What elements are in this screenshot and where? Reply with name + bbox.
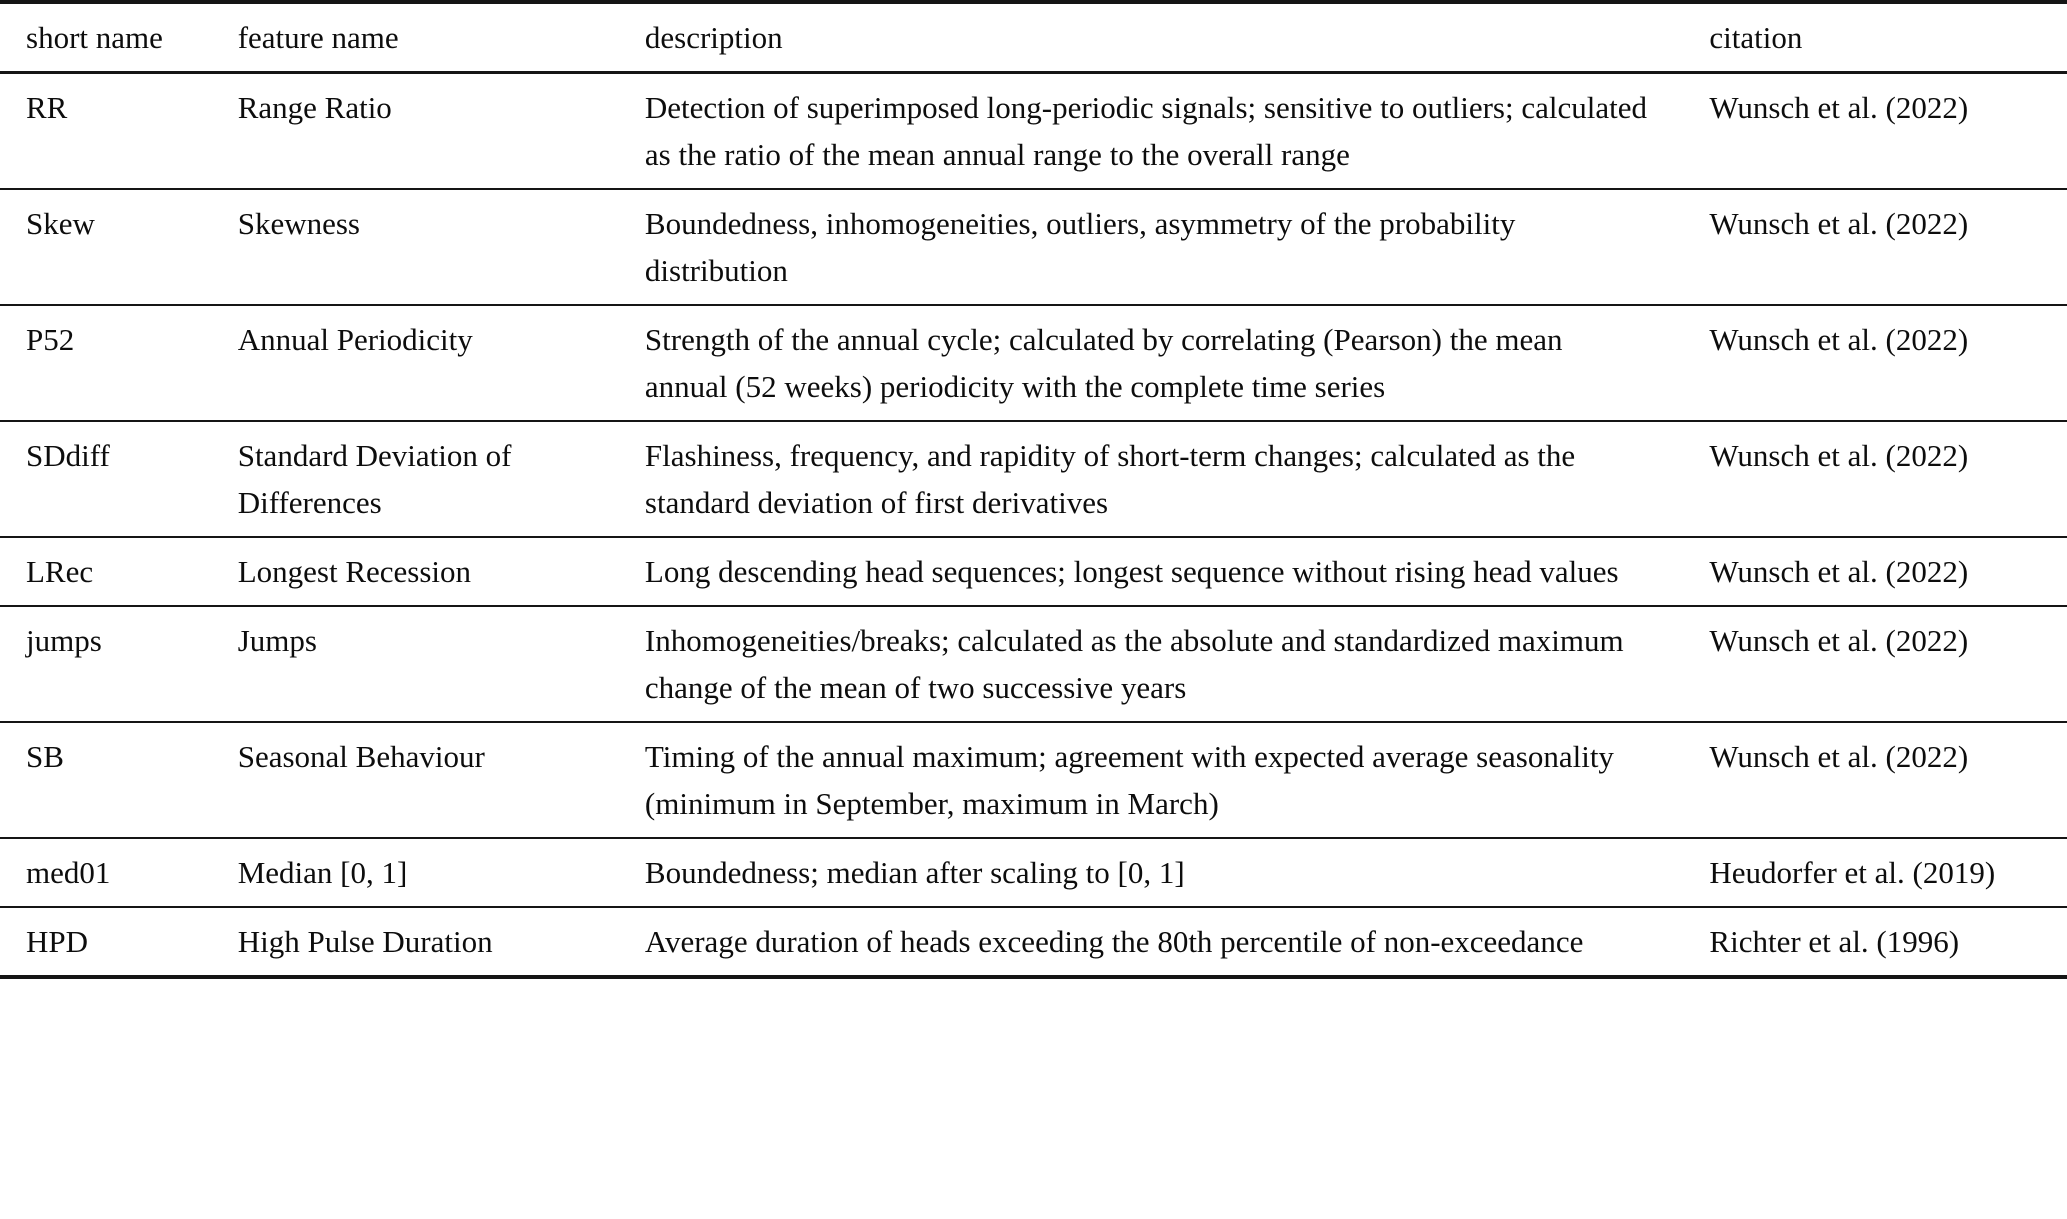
- cell-citation: Richter et al. (1996): [1709, 907, 2067, 977]
- cell-description: Average duration of heads exceeding the 80th percentile of non-exceedance: [645, 907, 1710, 977]
- table-row: [0, 606, 2067, 722]
- cell-feature-name: Skewness: [238, 189, 645, 305]
- table-row: [0, 421, 2067, 537]
- header-row: [0, 2, 2067, 73]
- table-row: [0, 73, 2067, 190]
- cell-short-name: SB: [0, 722, 238, 838]
- cell-citation: Wunsch et al. (2022): [1709, 189, 2067, 305]
- cell-feature-name: Annual Periodicity: [238, 305, 645, 421]
- cell-citation: Wunsch et al. (2022): [1709, 606, 2067, 722]
- cell-feature-name: Standard Deviation of Differences: [238, 421, 645, 537]
- cell-description: Strength of the annual cycle; calculated by correlating (Pearson) the mean annual (52 weeks) periodicity with the complete time series: [645, 305, 1710, 421]
- cell-feature-name: Jumps: [238, 606, 645, 722]
- table-row: [0, 838, 2067, 907]
- cell-citation: Wunsch et al. (2022): [1709, 73, 2067, 190]
- cell-description: Long descending head sequences; longest sequence without rising head values: [645, 537, 1710, 606]
- cell-feature-name: Median [0, 1]: [238, 838, 645, 907]
- cell-feature-name: High Pulse Duration: [238, 907, 645, 977]
- cell-short-name: SDdiff: [0, 421, 238, 537]
- cell-description: Inhomogeneities/breaks; calculated as the absolute and standardized maximum change of the mean of two successive years: [645, 606, 1710, 722]
- cell-feature-name: Seasonal Behaviour: [238, 722, 645, 838]
- cell-short-name: HPD: [0, 907, 238, 977]
- cell-short-name: med01: [0, 838, 238, 907]
- cell-short-name: jumps: [0, 606, 238, 722]
- cell-citation: Wunsch et al. (2022): [1709, 722, 2067, 838]
- cell-description: Boundedness, inhomogeneities, outliers, asymmetry of the probability distribution: [645, 189, 1710, 305]
- cell-description: Timing of the annual maximum; agreement with expected average seasonality (minimum in September, maximum in March): [645, 722, 1710, 838]
- cell-short-name: P52: [0, 305, 238, 421]
- cell-short-name: Skew: [0, 189, 238, 305]
- cell-short-name: RR: [0, 73, 238, 190]
- table-body: [0, 73, 2067, 978]
- cell-feature-name: Longest Recession: [238, 537, 645, 606]
- table-row: [0, 189, 2067, 305]
- column-header-short-name: short name: [0, 2, 238, 73]
- cell-description: Boundedness; median after scaling to [0, 1]: [645, 838, 1710, 907]
- cell-citation: Wunsch et al. (2022): [1709, 421, 2067, 537]
- table-header: [0, 2, 2067, 73]
- cell-citation: Wunsch et al. (2022): [1709, 537, 2067, 606]
- cell-short-name: LRec: [0, 537, 238, 606]
- column-header-description: description: [645, 2, 1710, 73]
- cell-citation: Wunsch et al. (2022): [1709, 305, 2067, 421]
- cell-description: Flashiness, frequency, and rapidity of short-term changes; calculated as the standard deviation of first derivatives: [645, 421, 1710, 537]
- column-header-feature-name: feature name: [238, 2, 645, 73]
- cell-description: Detection of superimposed long-periodic signals; sensitive to outliers; calculated as the ratio of the mean annual range to the overall range: [645, 73, 1710, 190]
- cell-citation: Heudorfer et al. (2019): [1709, 838, 2067, 907]
- column-header-citation: citation: [1709, 2, 2067, 73]
- table-row: [0, 722, 2067, 838]
- table-row: [0, 907, 2067, 977]
- cell-feature-name: Range Ratio: [238, 73, 645, 190]
- table-row: [0, 305, 2067, 421]
- table-row: [0, 537, 2067, 606]
